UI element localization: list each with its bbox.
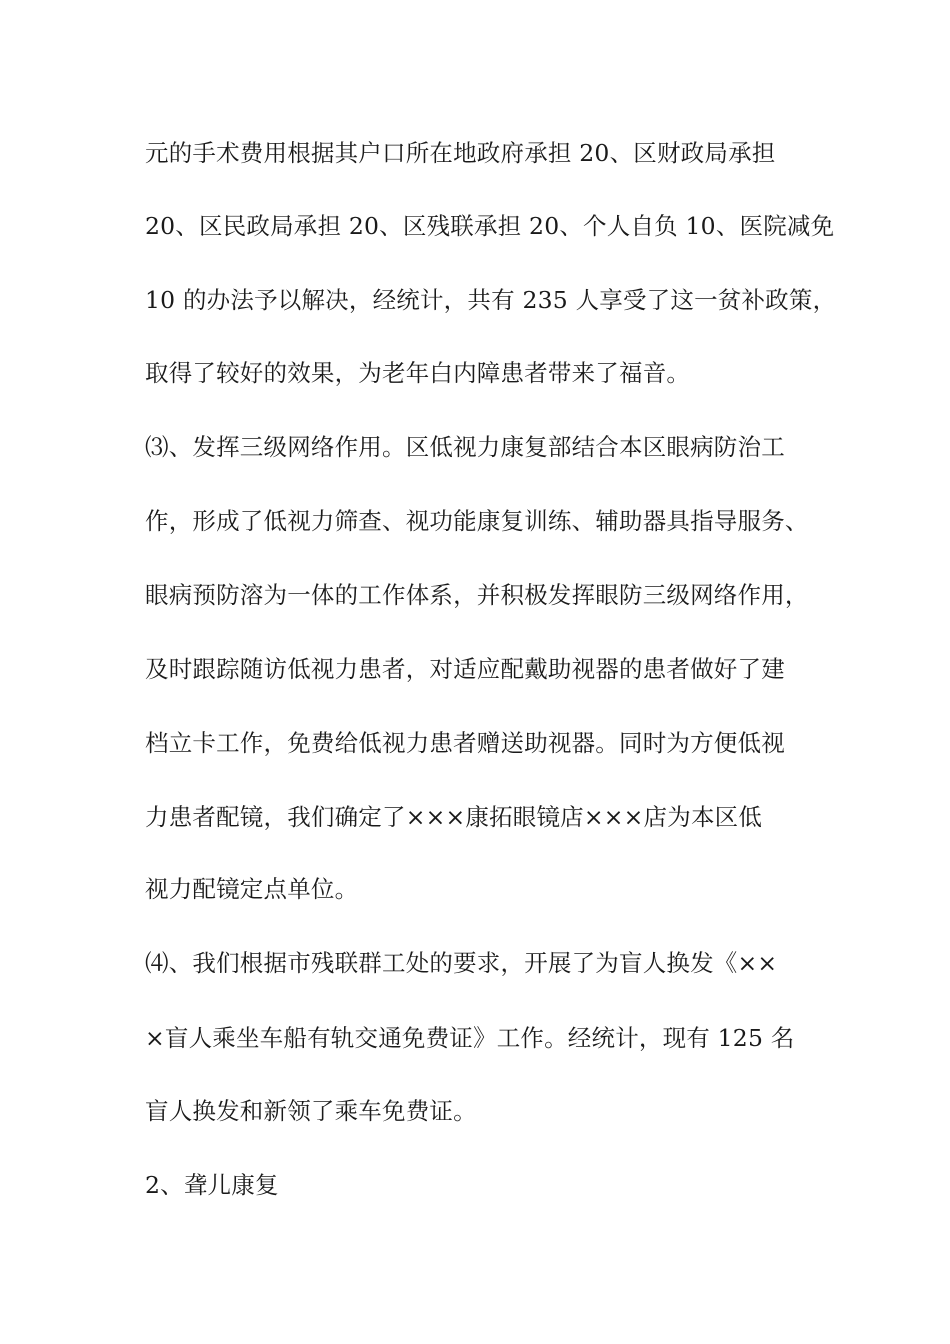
- text-line: ⑶、发挥三级网络作用。区低视力康复部结合本区眼病防治工: [145, 433, 785, 461]
- text-line: 元的手术费用根据其户口所在地政府承担 20、区财政局承担: [145, 139, 776, 167]
- text-line: 档立卡工作，免费给低视力患者赠送助视器。同时为方便低视: [145, 729, 785, 757]
- text-line: 取得了较好的效果，为老年白内障患者带来了福音。: [145, 359, 691, 387]
- text-line: 力患者配镜，我们确定了×××康拓眼镜店×××店为本区低: [145, 803, 763, 831]
- text-line: ⑷、我们根据市残联群工处的要求，开展了为盲人换发《××: [145, 949, 778, 977]
- text-line: ×盲人乘坐车船有轨交通免费证》工作。经统计，现有 125 名: [145, 1024, 795, 1052]
- text-line: 作，形成了低视力筛查、视功能康复训练、辅助器具指导服务、: [145, 507, 809, 535]
- text-line: 10 的办法予以解决，经统计，共有 235 人享受了这一贫补政策，: [145, 286, 837, 314]
- text-line: 眼病预防溶为一体的工作体系，并积极发挥眼防三级网络作用，: [145, 581, 809, 609]
- section-heading: 2、聋儿康复: [145, 1171, 279, 1199]
- text-line: 20、区民政局承担 20、区残联承担 20、个人自负 10、医院减免: [145, 212, 835, 240]
- text-line: 视力配镜定点单位。: [145, 875, 359, 903]
- text-line: 盲人换发和新领了乘车免费证。: [145, 1097, 477, 1125]
- text-line: 及时跟踪随访低视力患者，对适应配戴助视器的患者做好了建: [145, 655, 785, 683]
